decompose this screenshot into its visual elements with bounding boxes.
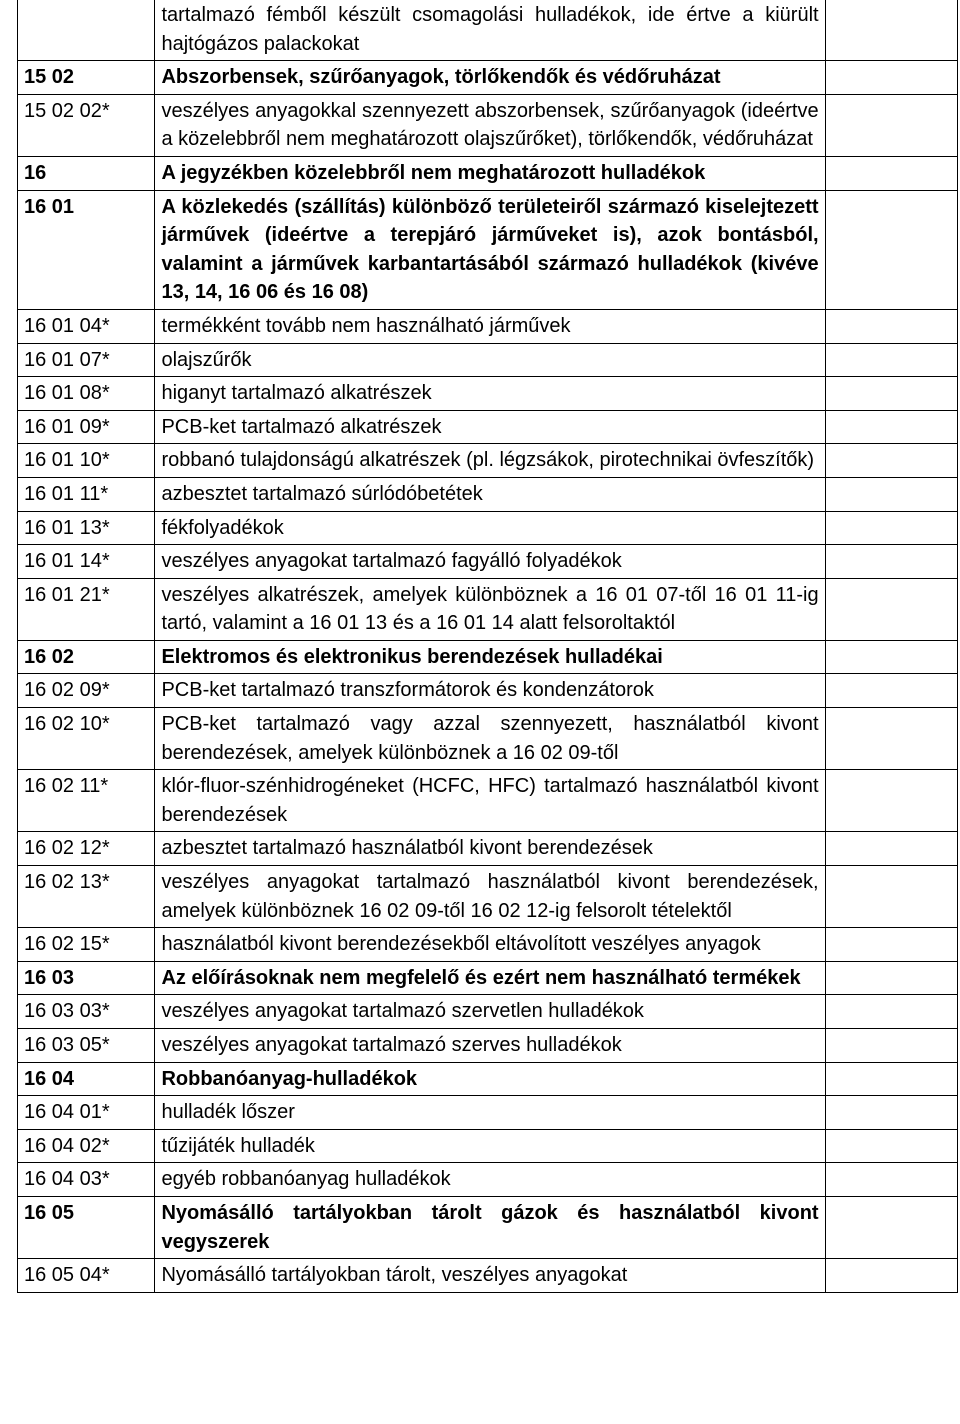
table-row [18,309,958,343]
waste-code-cell: 16 01 04* [18,309,155,343]
empty-cell [825,995,957,1029]
empty-cell [825,1259,957,1293]
empty-cell [825,1129,957,1163]
empty-cell [825,961,957,995]
waste-code-cell: 16 02 11* [18,770,155,832]
empty-cell [825,1029,957,1063]
waste-code-cell: 16 01 [18,190,155,309]
waste-description-cell: PCB-ket tartalmazó alkatrészek [155,410,825,444]
table-row [18,343,958,377]
table-row [18,1062,958,1096]
empty-cell [825,545,957,579]
waste-description-cell: termékként tovább nem használható járművek [155,309,825,343]
waste-description-cell: Elektromos és elektronikus berendezések hulladékai [155,640,825,674]
empty-cell [825,578,957,640]
waste-description-cell: azbesztet tartalmazó súrlódóbetétek [155,477,825,511]
table-row [18,410,958,444]
waste-code-cell: 16 01 13* [18,511,155,545]
table-row [18,770,958,832]
waste-description-cell: veszélyes anyagokat tartalmazó szervetlen hulladékok [155,995,825,1029]
waste-description-cell: veszélyes anyagokat tartalmazó fagyálló folyadékok [155,545,825,579]
table-row [18,640,958,674]
table-row [18,866,958,928]
empty-cell [825,1196,957,1258]
waste-description-cell: A jegyzékben közelebbről nem meghatározott hulladékok [155,156,825,190]
table-row [18,1163,958,1197]
waste-code-cell: 16 04 01* [18,1096,155,1130]
waste-description-cell: veszélyes anyagokat tartalmazó használatból kivont berendezések, amelyek különböznek 16 02 09-től 16 02 12-ig felsorolt tételektől [155,866,825,928]
waste-code-cell: 15 02 [18,61,155,95]
waste-description-cell: Robbanóanyag-hulladékok [155,1062,825,1096]
waste-code-cell: 15 02 02* [18,94,155,156]
table-row [18,578,958,640]
empty-cell [825,309,957,343]
waste-description-cell: robbanó tulajdonságú alkatrészek (pl. légzsákok, pirotechnikai övfeszítők) [155,444,825,478]
waste-code-cell: 16 02 10* [18,708,155,770]
waste-code-cell: 16 04 03* [18,1163,155,1197]
table-row [18,1129,958,1163]
empty-cell [825,444,957,478]
waste-code-cell: 16 [18,156,155,190]
empty-cell [825,377,957,411]
waste-description-cell: Nyomásálló tartályokban tárolt, veszélyes anyagokat [155,1259,825,1293]
waste-code-cell: 16 04 [18,1062,155,1096]
table-row [18,961,958,995]
empty-cell [825,477,957,511]
empty-cell [825,866,957,928]
table-row [18,832,958,866]
waste-description-cell: fékfolyadékok [155,511,825,545]
waste-code-cell: 16 02 15* [18,928,155,962]
waste-code-cell: 16 01 09* [18,410,155,444]
waste-description-cell: PCB-ket tartalmazó transzformátorok és kondenzátorok [155,674,825,708]
empty-cell [825,0,957,61]
table-row [18,708,958,770]
table-row [18,94,958,156]
waste-code-cell: 16 05 04* [18,1259,155,1293]
table-row [18,1259,958,1293]
waste-description-cell: hulladék lőszer [155,1096,825,1130]
table-row [18,1196,958,1258]
waste-code-cell: 16 05 [18,1196,155,1258]
waste-description-cell: Az előírásoknak nem megfelelő és ezért nem használható termékek [155,961,825,995]
waste-code-cell: 16 03 05* [18,1029,155,1063]
table-row [18,928,958,962]
table-row [18,0,958,61]
empty-cell [825,511,957,545]
table-row [18,995,958,1029]
waste-description-cell: Abszorbensek, szűrőanyagok, törlőkendők és védőruházat [155,61,825,95]
empty-cell [825,708,957,770]
waste-code-cell: 16 04 02* [18,1129,155,1163]
table-row [18,61,958,95]
waste-description-cell: PCB-ket tartalmazó vagy azzal szennyezett, használatból kivont berendezések, amelyek különböznek a 16 02 09-től [155,708,825,770]
waste-description-cell: használatból kivont berendezésekből eltávolított veszélyes anyagok [155,928,825,962]
empty-cell [825,770,957,832]
waste-code-cell: 16 01 14* [18,545,155,579]
waste-description-cell: tartalmazó fémből készült csomagolási hulladékok, ide értve a kiürült hajtógázos palackokat [155,0,825,61]
waste-description-cell: egyéb robbanóanyag hulladékok [155,1163,825,1197]
waste-description-cell: veszélyes alkatrészek, amelyek különböznek a 16 01 07-től 16 01 11-ig tartó, valamint a 16 01 13 és a 16 01 14 alatt felsoroltaktól [155,578,825,640]
waste-description-cell: olajszűrők [155,343,825,377]
waste-description-cell: veszélyes anyagokat tartalmazó szerves hulladékok [155,1029,825,1063]
empty-cell [825,343,957,377]
waste-description-cell: higanyt tartalmazó alkatrészek [155,377,825,411]
empty-cell [825,94,957,156]
waste-description-cell: A közlekedés (szállítás) különböző területeiről származó kiselejtezett járművek (ideértve a terepjáró járműveket is), azok bontásból, valamint a járművek karbantartásából származó hulladékok (kivéve 13, 14, 16 06 és 16 08) [155,190,825,309]
waste-code-rows [18,0,958,1292]
waste-description-cell: veszélyes anyagokkal szennyezett abszorbensek, szűrőanyagok (ideértve a közelebbről nem meghatározott olajszűrőket), törlőkendők, védőruházat [155,94,825,156]
waste-code-cell: 16 01 07* [18,343,155,377]
empty-cell [825,156,957,190]
table-row [18,377,958,411]
table-row [18,190,958,309]
waste-code-cell: 16 03 03* [18,995,155,1029]
waste-description-cell: azbesztet tartalmazó használatból kivont berendezések [155,832,825,866]
empty-cell [825,410,957,444]
empty-cell [825,1163,957,1197]
empty-cell [825,1096,957,1130]
table-row [18,1029,958,1063]
table-row [18,156,958,190]
empty-cell [825,1062,957,1096]
waste-code-cell: 16 01 08* [18,377,155,411]
waste-code-cell [18,0,155,61]
waste-code-cell: 16 01 21* [18,578,155,640]
table-row [18,545,958,579]
waste-code-cell: 16 03 [18,961,155,995]
table-row [18,511,958,545]
waste-code-cell: 16 02 [18,640,155,674]
waste-code-cell: 16 01 10* [18,444,155,478]
empty-cell [825,190,957,309]
waste-code-cell: 16 02 12* [18,832,155,866]
waste-code-cell: 16 01 11* [18,477,155,511]
table-row [18,674,958,708]
empty-cell [825,61,957,95]
empty-cell [825,640,957,674]
waste-code-cell: 16 02 13* [18,866,155,928]
waste-code-cell: 16 02 09* [18,674,155,708]
empty-cell [825,928,957,962]
table-row [18,444,958,478]
empty-cell [825,674,957,708]
waste-description-cell: Nyomásálló tartályokban tárolt gázok és használatból kivont vegyszerek [155,1196,825,1258]
waste-code-table [17,0,958,1293]
empty-cell [825,832,957,866]
waste-description-cell: klór-fluor-szénhidrogéneket (HCFC, HFC) tartalmazó használatból kivont berendezések [155,770,825,832]
table-row [18,477,958,511]
table-row [18,1096,958,1130]
waste-description-cell: tűzijáték hulladék [155,1129,825,1163]
